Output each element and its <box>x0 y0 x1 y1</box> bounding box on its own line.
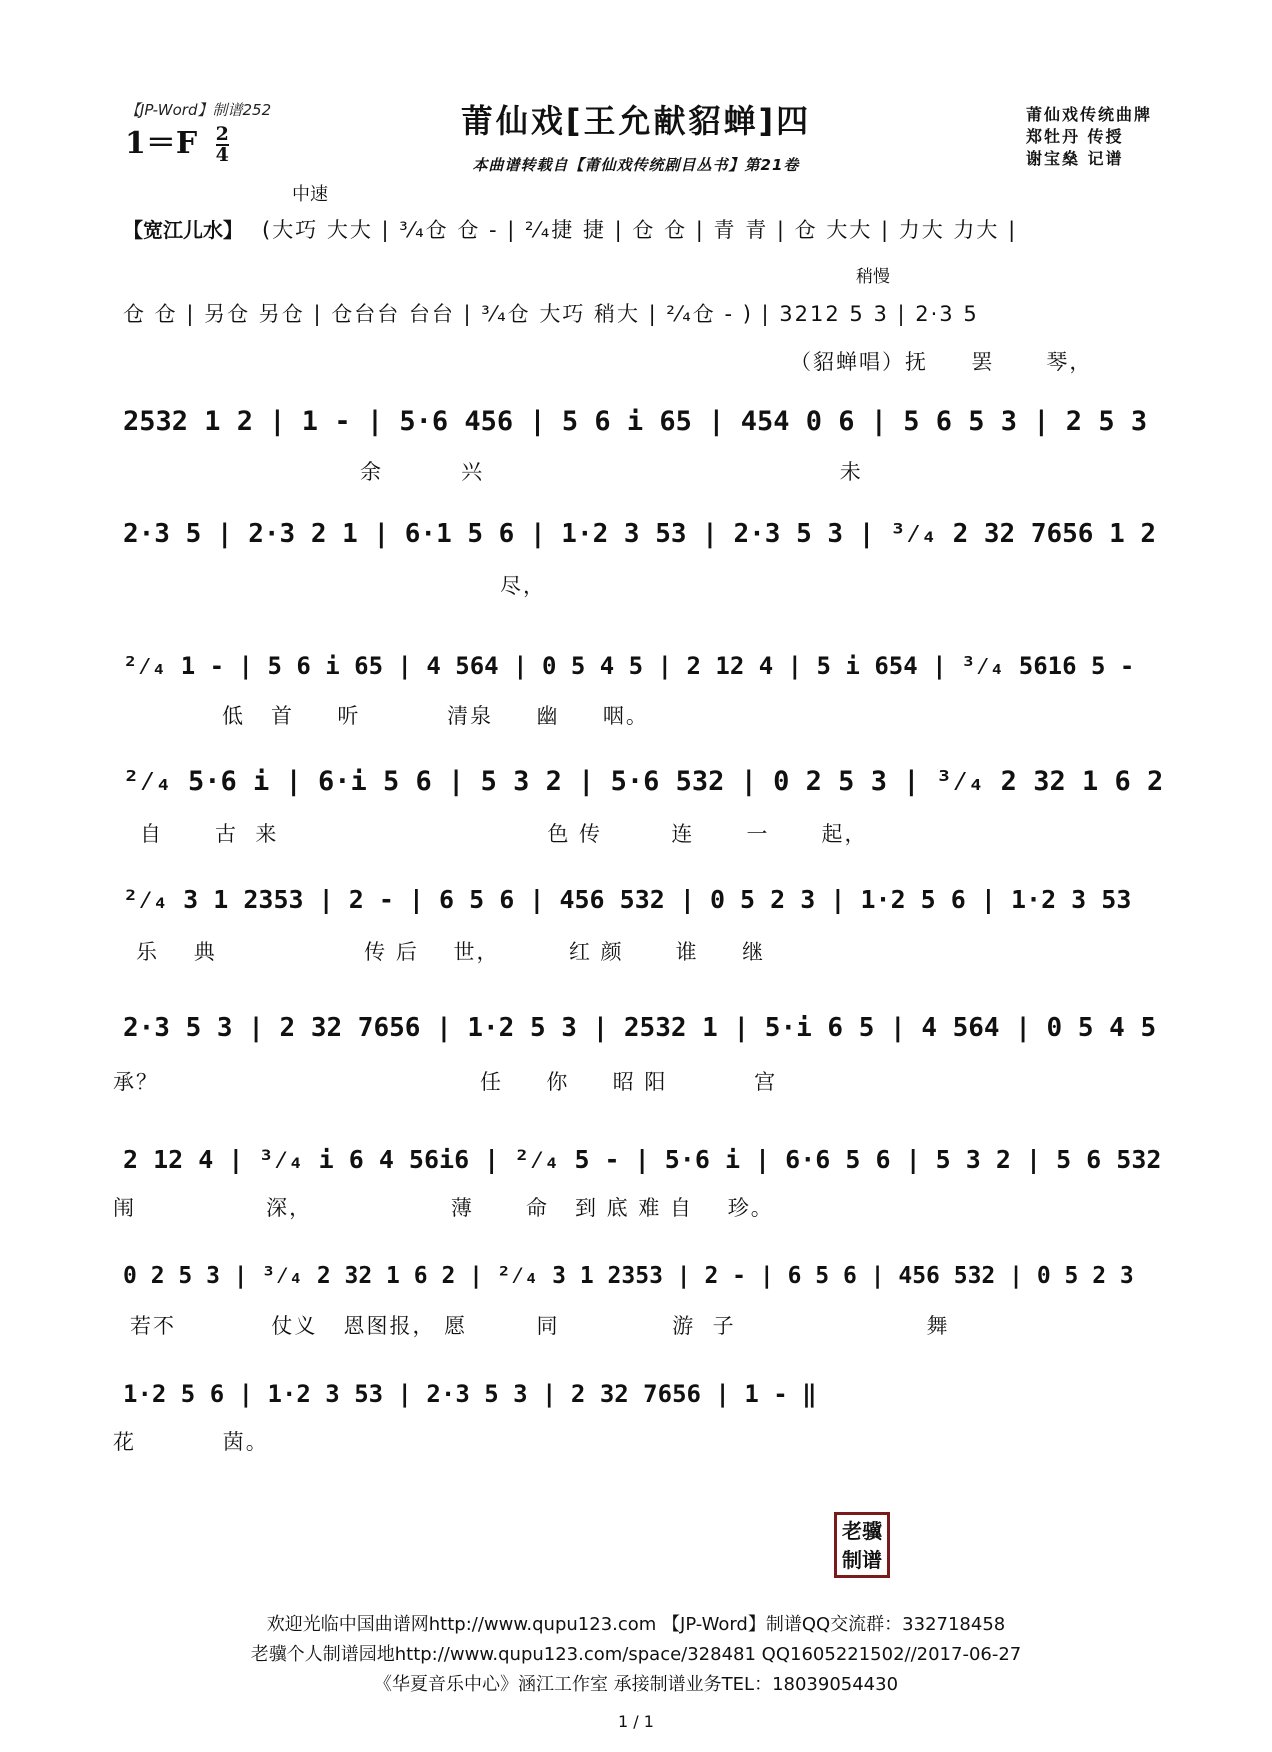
credit-line: 郑牡丹 传授 <box>1025 127 1124 146</box>
maker-label: 【JP-Word】制谱252 <box>125 101 272 119</box>
time-signature-bottom: 4 <box>215 144 229 166</box>
notation-text: 2·3 5 | 2·3 2 1 | 6·1 5 6 | 1·2 3 53 | 2·3 5 3 | ³⁄₄ 2 32 7656 1 2 <box>123 519 1157 549</box>
tempo-marking: 中速 <box>292 184 328 205</box>
lyrics-line-7: 乐 典 传 后 世， 红 颜 谁 继 <box>136 940 766 964</box>
page-title: 莆仙戏[王允献貂蝉]四 <box>460 102 812 140</box>
score-line-7 <box>123 876 1163 924</box>
notation-text: ²⁄₄ 1 - | 5 6 i 65 | 4 564 | 0 5 4 5 | 2 12 4 | 5 i 654 | ³⁄₄ 5616 5 - <box>123 652 1135 680</box>
credit-line: 谢宝燊 记谱 <box>1025 149 1124 168</box>
lyrics-line-9: 闱 深， 薄 命 到 底 难 自 珍。 <box>113 1196 774 1220</box>
score-line-8 <box>123 1004 1163 1052</box>
score-line-3 <box>123 398 1163 446</box>
footer-website-line: 欢迎光临中国曲谱网http://www.qupu123.com 【JP-Word】制谱QQ交流群：332718458 <box>266 1614 1006 1635</box>
page-subtitle: 本曲谱转载自【莆仙戏传统剧目丛书】第21卷 <box>472 156 800 174</box>
stamp-line: 老骥 <box>842 1519 882 1543</box>
notation-text: ²⁄₄ 3 1 2353 | 2 - | 6 5 6 | 456 532 | 0 5 2 3 | 1·2 5 6 | 1·2 3 53 <box>123 885 1132 914</box>
time-signature-top: 2 <box>215 123 229 145</box>
footer-personal-line: 老骥个人制谱园地http://www.qupu123.com/space/328481 QQ1605221502//2017-06-27 <box>250 1644 1022 1665</box>
tempo-change-marking: 稍慢 <box>856 267 890 287</box>
notation-text: 2532 1 2 | 1 - | 5·6 456 | 5 6 i 65 | 454 0 6 | 5 6 5 3 | 2 5 3 <box>123 406 1148 437</box>
score-line-11 <box>123 1370 843 1418</box>
lyrics-line-6: 自 古 来 色 传 连 一 起， <box>140 822 868 846</box>
notation-text: 1·2 5 6 | 1·2 3 53 | 2·3 5 3 | 2 32 7656 | 1 - ‖ <box>123 1380 817 1408</box>
notation-text: 0 2 5 3 | ³⁄₄ 2 32 1 6 2 | ²⁄₄ 3 1 2353 | 2 - | 6 5 6 | 456 532 | 0 5 2 3 <box>123 1263 1134 1289</box>
score-line-4 <box>123 510 1163 558</box>
notation-text: (大巧 大大 | ³⁄₄仓 仓 - | ²⁄₄捷 捷 | 仓 仓 | 青 青 | 仓 大大 | 力大 力大 | <box>262 218 1018 242</box>
notation-text: 2·3 5 3 | 2 32 7656 | 1·2 5 3 | 2532 1 | 5·i 6 5 | 4 564 | 0 5 4 5 <box>123 1013 1157 1043</box>
score-line-10 <box>123 1252 1163 1300</box>
score-line-5 <box>123 642 1163 690</box>
key-text: 1＝F <box>125 126 198 161</box>
lyrics-line-5: 低 首 听 清泉 幽 咽。 <box>222 704 649 728</box>
score-line-2 <box>123 290 1163 338</box>
lyrics-line-8: 承？ 任 你 昭 阳 宫 <box>113 1070 778 1094</box>
lyrics-line-2: （貂蝉唱）抚 罢 琴， <box>790 350 1093 374</box>
score-line-6 <box>123 758 1163 806</box>
credits-block <box>1026 104 1152 170</box>
lyrics-line-3: 余 兴 未 <box>360 460 863 484</box>
tune-name: 【宽江儿水】 <box>123 218 243 242</box>
notation-text: 仓 仓 | 另仓 另仓 | 仓台台 台台 | ³⁄₄仓 大巧 稍大 | ²⁄₄仓 - ) | 3212 5 3 | 2·3 5 <box>123 302 979 326</box>
page-number: 1 / 1 <box>618 1712 654 1731</box>
notation-text: ²⁄₄ 5·6 i | 6·i 5 6 | 5 3 2 | 5·6 532 | 0 2 5 3 | ³⁄₄ 2 32 1 6 2 <box>123 766 1164 797</box>
score-line-1 <box>262 206 1162 254</box>
lyrics-line-4: 尽， <box>500 574 546 598</box>
score-line-9 <box>123 1136 1163 1184</box>
lyrics-line-10: 若不 仗义 恩图报， 愿 同 游 子 舞 <box>130 1314 950 1338</box>
credit-line: 莆仙戏传统曲牌 <box>1025 105 1152 124</box>
stamp-line: 制谱 <box>842 1548 882 1572</box>
notation-text: 2 12 4 | ³⁄₄ i 6 4 56i6 | ²⁄₄ 5 - | 5·6 i | 6·6 5 6 | 5 3 2 | 5 6 532 <box>123 1145 1162 1174</box>
lyrics-line-11: 花 茵。 <box>113 1430 269 1454</box>
maker-stamp <box>834 1512 890 1578</box>
footer-studio-line: 《华夏音乐中心》涵江工作室 承接制谱业务TEL：18039054430 <box>373 1674 899 1695</box>
